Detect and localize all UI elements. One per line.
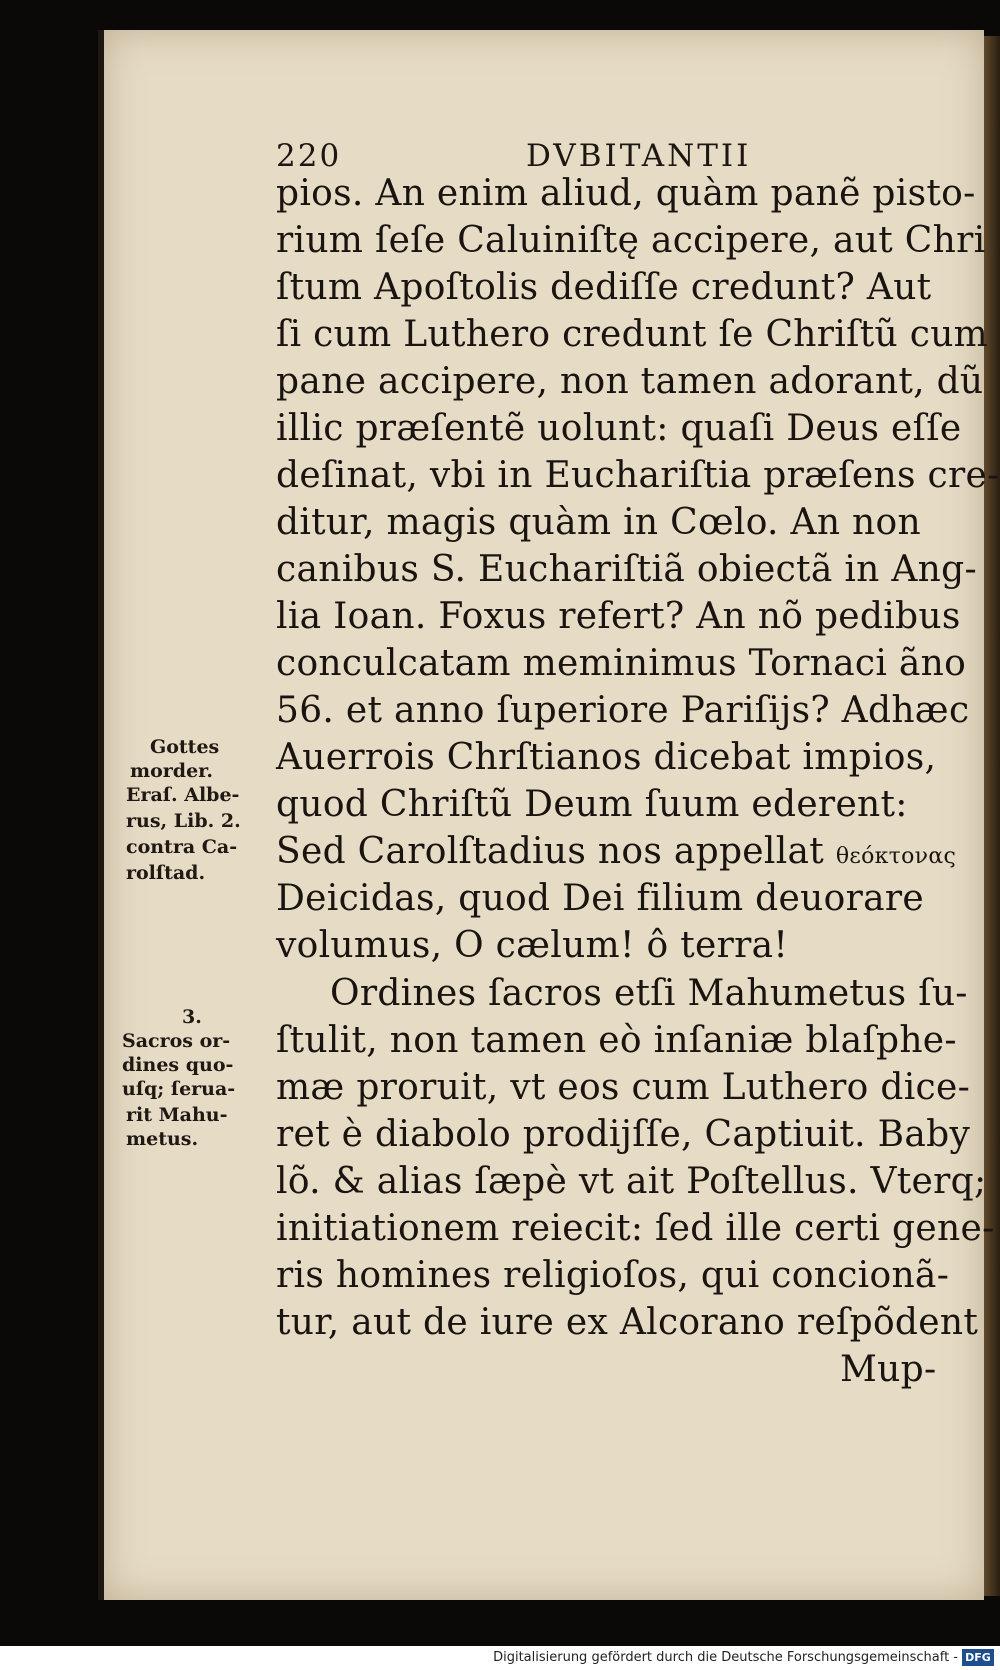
- margin-note: contra Ca-: [126, 836, 238, 858]
- book-spine: [98, 30, 104, 1600]
- text-line: pane accipere, non tamen adorant, dũ: [276, 361, 984, 402]
- dfg-logo: DFG: [962, 1649, 994, 1666]
- margin-note: Gottes: [150, 736, 220, 758]
- greek-word: θεόκτονας: [835, 844, 957, 869]
- margin-note: rus, Lib. 2.: [126, 810, 241, 832]
- margin-note: uſq; ſerua-: [122, 1078, 236, 1100]
- text-line: lia Ioan. Foxus refert? An nõ pedibus: [276, 596, 961, 637]
- margin-note: metus.: [126, 1128, 199, 1150]
- text-line: pios. An enim aliud, quàm panẽ pisto-: [276, 173, 976, 214]
- text-line: Auerrois Chrſtianos dicebat impios,: [276, 737, 937, 778]
- page-number: 220: [276, 138, 342, 174]
- text-line: ditur, magis quàm in Cœlo. An non: [276, 502, 921, 543]
- text-line: Deicidas, quod Dei filium deuorare: [276, 878, 924, 919]
- catchword: Mup-: [840, 1349, 937, 1390]
- margin-note: morder.: [130, 760, 214, 782]
- text-line: ret è diabolo prodijſſe, Captiuit. Baby: [276, 1114, 971, 1155]
- margin-note: dines quo-: [122, 1054, 234, 1076]
- text-line: Sed Carolſtadius nos appellat: [276, 831, 825, 872]
- text-line: rium ſeſe Caluiniſtę accipere, aut Chri: [276, 220, 986, 261]
- text-line: illic præſentẽ uolunt: quaſi Deus eſſe: [276, 408, 962, 449]
- text-line: ris homines religioſos, qui concionã-: [276, 1255, 950, 1296]
- running-head: DVBITANTII: [526, 138, 752, 174]
- margin-note: rit Mahu-: [126, 1104, 228, 1126]
- text-line: quod Chriſtũ Deum ſuum ederent:: [276, 784, 908, 825]
- text-line: lõ. & alias ſæpè vt ait Poſtellus. Vterq;: [276, 1161, 987, 1202]
- margin-note: Eraſ. Albe-: [126, 784, 240, 806]
- text-line: deſinat, vbi in Euchariſtia præſens cre-: [276, 455, 1000, 496]
- text-line: canibus S. Euchariſtiã obiectã in Ang-: [276, 549, 977, 590]
- text-line: volumus, O cælum! ô terra!: [276, 925, 789, 966]
- text-line: ſi cum Luthero credunt ſe Chriſtũ cum: [276, 314, 989, 355]
- text-line: ſtulit, non tamen eò inſaniæ blaſphe-: [276, 1020, 957, 1061]
- text-line: mæ proruit, vt eos cum Luthero dice-: [276, 1067, 971, 1108]
- margin-note: Sacros or-: [122, 1030, 231, 1052]
- margin-note: rolſtad.: [126, 862, 206, 884]
- margin-note: 3.: [182, 1006, 202, 1028]
- text-line: conculcatam meminimus Tornaci ãno: [276, 643, 967, 684]
- digitization-note: Digitalisierung gefördert durch die Deutsche Forschungsgemeinschaft -: [493, 1650, 958, 1665]
- text-line: tur, aut de iure ex Alcorano reſpõdent: [276, 1302, 979, 1343]
- text-line-with-greek: [276, 828, 956, 880]
- paragraph-first-line: Ordines ſacros etſi Mahumetus ſu-: [330, 973, 968, 1014]
- text-line: 56. et anno ſuperiore Pariſijs? Adhæc: [276, 690, 970, 731]
- text-line: initiationem reiecit: ſed ille certi gene-: [276, 1208, 995, 1249]
- text-line: ſtum Apoſtolis dediſſe credunt? Aut: [276, 267, 932, 308]
